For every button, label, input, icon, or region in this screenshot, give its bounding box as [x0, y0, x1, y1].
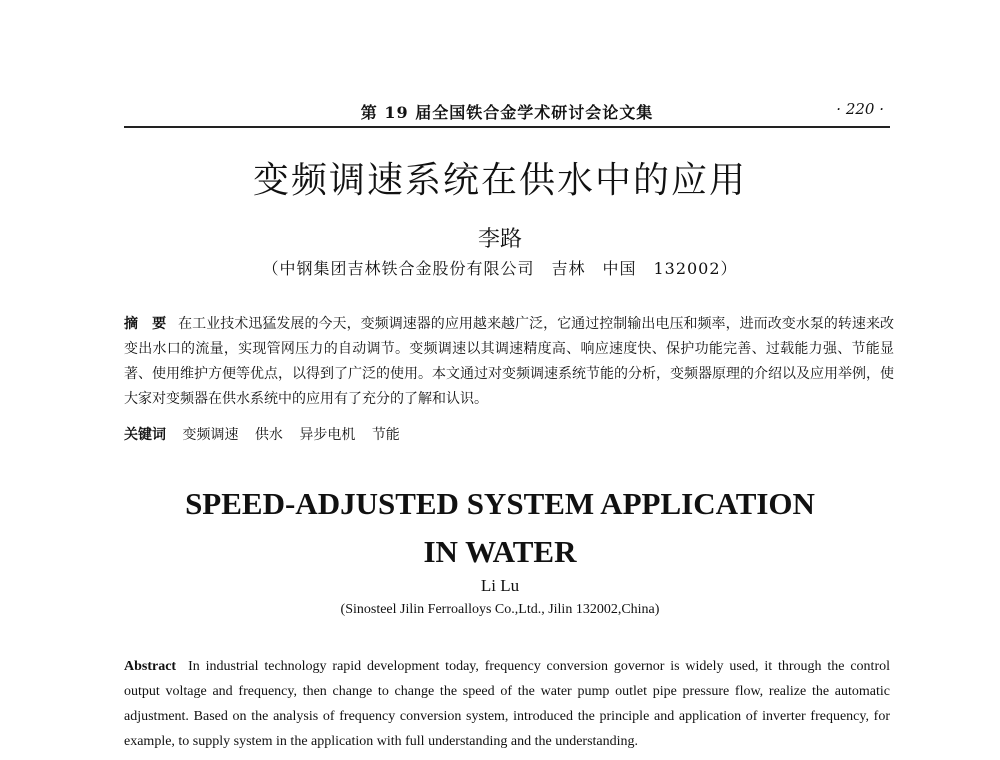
chinese-title: 变频调速系统在供水中的应用	[252, 160, 747, 201]
english-title-line-2: IN WATER	[423, 534, 577, 569]
english-abstract-text: In industrial technology rapid development today, frequency conversion governor is widely used, it through the control output voltage and frequency, then change to change the speed of the water pump outlet pipe pressure flow, realize the automatic adjustment. Based on the analysis of frequency conversion system, introduced the principle and application of inverter frequency, for example, to supply system in the application with full understanding and the understanding.	[124, 659, 890, 749]
keyword: 变频调速	[182, 427, 239, 443]
running-header	[124, 96, 890, 128]
english-title	[0, 480, 1000, 576]
chinese-author: 李路	[477, 227, 522, 252]
english-abstract-label: Abstract	[124, 659, 177, 674]
english-title-line-1: SPEED-ADJUSTED SYSTEM APPLICATION	[185, 486, 815, 521]
english-affiliation: (Sinosteel Jilin Ferroalloys Co.,Ltd., Jilin 132002,China)	[340, 602, 660, 617]
chinese-abstract-label: 摘 要	[124, 316, 167, 332]
chinese-keywords	[124, 424, 894, 444]
english-author: Li Lu	[480, 576, 520, 595]
keyword: 供水	[254, 427, 283, 443]
chinese-keywords-label: 关键词	[124, 427, 166, 443]
chinese-affiliation: （中钢集团吉林铁合金股份有限公司 吉林 中国 132002）	[262, 259, 738, 278]
chinese-abstract	[124, 312, 894, 412]
proceedings-title: 第 19 届全国铁合金学术研讨会论文集	[360, 103, 654, 122]
chinese-abstract-text: 在工业技术迅猛发展的今天，变频调速器的应用越来越广泛，它通过控制输出电压和频率，进而改变水泵的转速来改变出水口的流量，实现管网压力的自动调节。变频调速以其调速精度高、响应速度快、保护功能完善、过载能力强、节能显著、使用维护方便等优点，以得到了广泛的使用。本文通过对变频调速系统节能的分析，变频器原理的介绍以及应用举例，使大家对变频器在供水系统中的应用有了充分的了解和认识。	[124, 316, 895, 407]
english-abstract	[124, 654, 890, 754]
page-number: · 220 ·	[836, 100, 884, 118]
keyword: 异步电机	[299, 427, 356, 443]
keyword: 节能	[371, 427, 400, 443]
